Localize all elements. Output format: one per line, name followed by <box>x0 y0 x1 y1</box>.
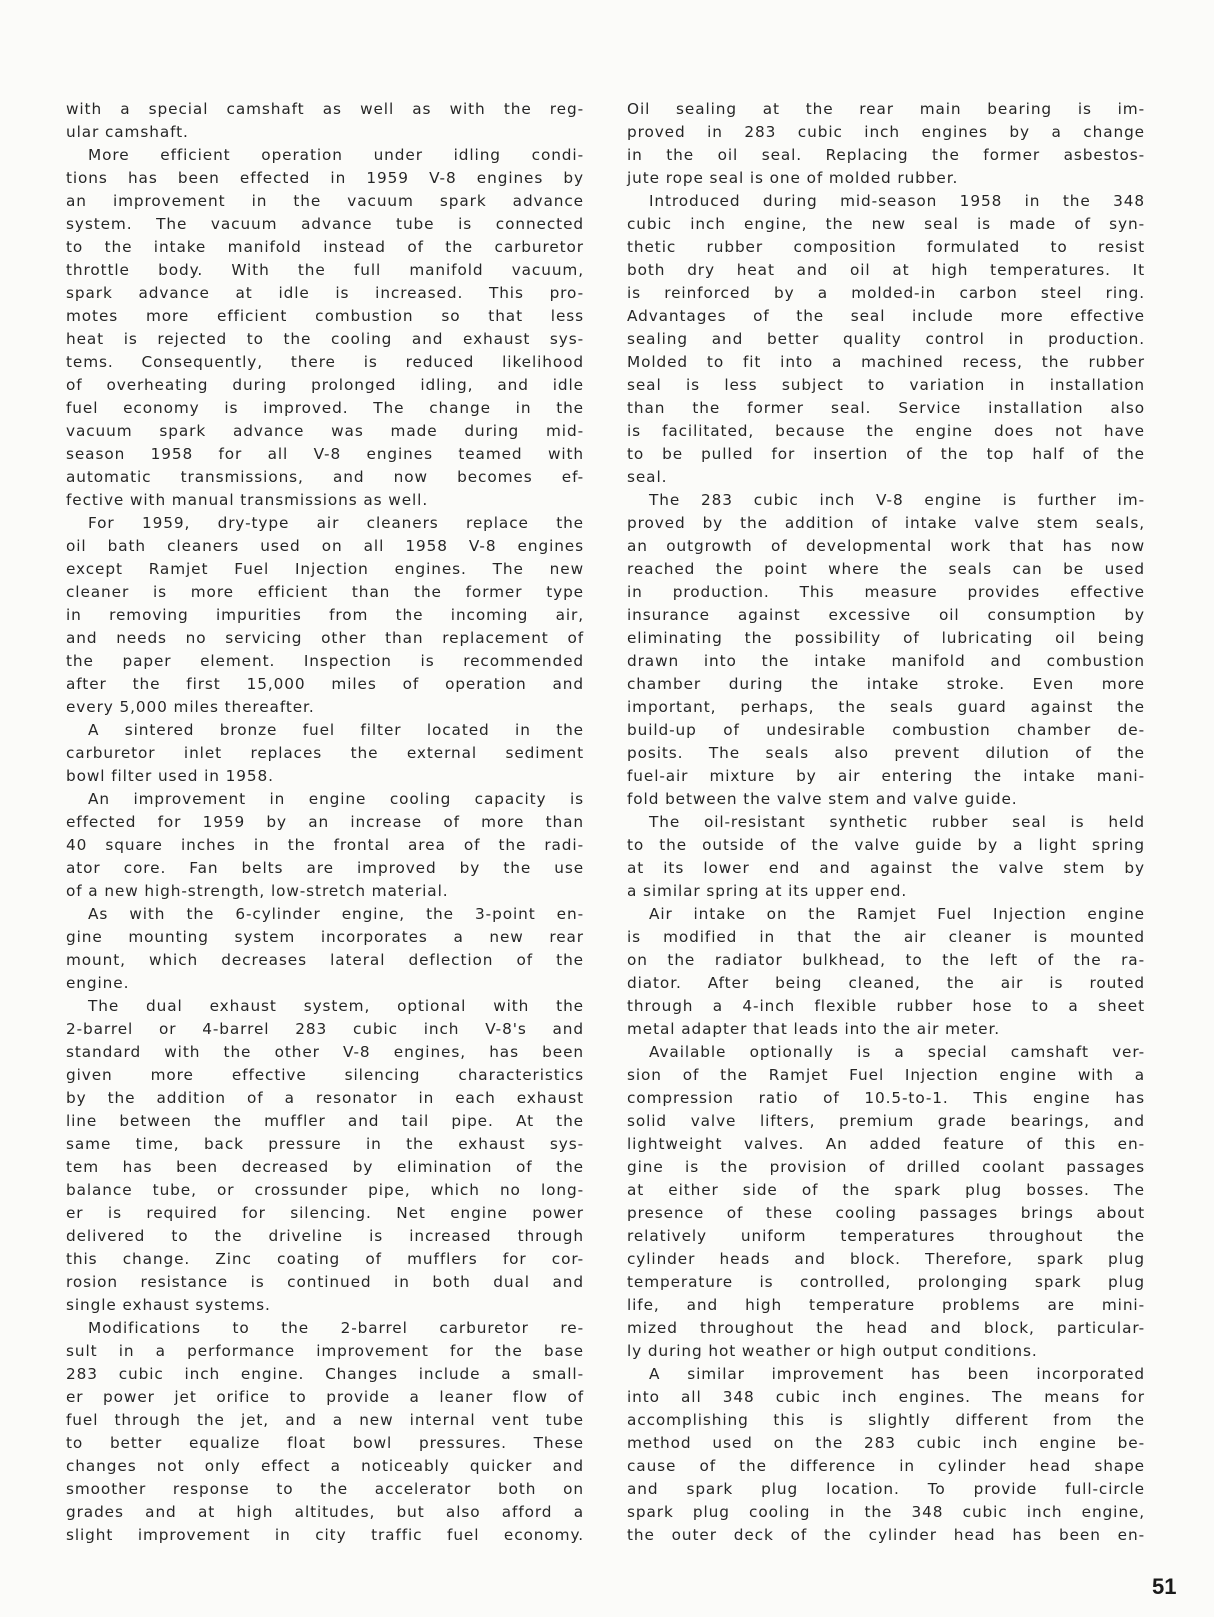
text-line: The dual exhaust system, optional with the <box>88 997 584 1015</box>
text-line: mized throughout the head and block, particular- <box>627 1319 1145 1337</box>
text-line: insurance against excessive oil consumption by <box>627 606 1145 624</box>
text-line: line between the muffler and tail pipe. At the <box>66 1112 584 1130</box>
text-line: heat is rejected to the cooling and exhaust sys- <box>66 330 584 348</box>
text-line: the paper element. Inspection is recommended <box>66 652 584 670</box>
text-line: tem has been decreased by elimination of the <box>66 1158 584 1176</box>
text-line: The oil-resistant synthetic rubber seal is held <box>649 813 1145 831</box>
left-text-column <box>66 98 584 1547</box>
text-line: carburetor inlet replaces the external sediment <box>66 744 584 762</box>
text-line: Available optionally is a special camshaft ver- <box>649 1043 1145 1061</box>
right-text-column <box>627 98 1145 1547</box>
text-line: reached the point where the seals can be used <box>627 560 1145 578</box>
text-line: every 5,000 miles thereafter. <box>66 698 315 716</box>
text-line: bowl filter used in 1958. <box>66 767 274 785</box>
text-line: motes more efficient combustion so that less <box>66 307 584 325</box>
paragraph <box>66 788 584 903</box>
text-line: er power jet orifice to provide a leaner flow of <box>66 1388 584 1406</box>
text-line: More efficient operation under idling condi- <box>88 146 584 164</box>
text-line: than the former seal. Service installation also <box>627 399 1145 417</box>
text-line: same time, back pressure in the exhaust sys- <box>66 1135 584 1153</box>
text-line: and needs no servicing other than replacement of <box>66 629 584 647</box>
text-line: to the intake manifold instead of the carburetor <box>66 238 584 256</box>
text-line: lightweight valves. An added feature of this en- <box>627 1135 1145 1153</box>
paragraph <box>627 903 1145 1041</box>
paragraph <box>66 144 584 512</box>
text-line: given more effective silencing characteristics <box>66 1066 584 1084</box>
text-line: temperature is controlled, prolonging spark plug <box>627 1273 1145 1291</box>
text-line: standard with the other V-8 engines, has been <box>66 1043 584 1061</box>
paragraph <box>627 190 1145 489</box>
text-line: seal. <box>627 468 668 486</box>
text-line: delivered to the driveline is increased through <box>66 1227 584 1245</box>
text-line: Molded to fit into a machined recess, the rubber <box>627 353 1145 371</box>
paragraph <box>627 1041 1145 1363</box>
paragraph <box>66 512 584 719</box>
text-line: posits. The seals also prevent dilution of the <box>627 744 1145 762</box>
text-line: in removing impurities from the incoming air, <box>66 606 584 624</box>
text-line: cubic inch engine, the new seal is made of syn- <box>627 215 1145 233</box>
text-line: on the radiator bulkhead, to the left of the ra- <box>627 951 1145 969</box>
paragraph <box>627 811 1145 903</box>
text-line: For 1959, dry-type air cleaners replace the <box>88 514 584 532</box>
text-line: of overheating during prolonged idling, and idle <box>66 376 584 394</box>
text-line: Oil sealing at the rear main bearing is im- <box>627 100 1145 118</box>
text-line: both dry heat and oil at high temperatures. It <box>627 261 1145 279</box>
text-line: balance tube, or crossunder pipe, which no long- <box>66 1181 584 1199</box>
paragraph <box>66 1317 584 1547</box>
paragraph <box>66 995 584 1317</box>
text-line: cleaner is more efficient than the former type <box>66 583 584 601</box>
text-line: spark advance at idle is increased. This pro- <box>66 284 584 302</box>
text-line: metal adapter that leads into the air meter. <box>627 1020 1001 1038</box>
text-line: and spark plug location. To provide full-circle <box>627 1480 1145 1498</box>
text-line: The 283 cubic inch V-8 engine is further im- <box>649 491 1145 509</box>
text-line: method used on the 283 cubic inch engine be- <box>627 1434 1145 1452</box>
paragraph <box>66 719 584 788</box>
text-line: A sintered bronze fuel filter located in the <box>88 721 584 739</box>
text-line: life, and high temperature problems are mini- <box>627 1296 1145 1314</box>
text-line: proved by the addition of intake valve stem seals, <box>627 514 1145 532</box>
text-line: a similar spring at its upper end. <box>627 882 908 900</box>
text-line: effected for 1959 by an increase of more than <box>66 813 584 831</box>
text-line: relatively uniform temperatures throughout the <box>627 1227 1145 1245</box>
text-line: 283 cubic inch engine. Changes include a small- <box>66 1365 584 1383</box>
text-line: oil bath cleaners used on all 1958 V-8 engines <box>66 537 584 555</box>
text-line: after the first 15,000 miles of operation and <box>66 675 584 693</box>
text-line: cylinder heads and block. Therefore, spark plug <box>627 1250 1145 1268</box>
text-line: slight improvement in city traffic fuel economy. <box>66 1526 584 1544</box>
text-line: An improvement in engine cooling capacity is <box>88 790 584 808</box>
text-line: to better equalize float bowl pressures. These <box>66 1434 584 1452</box>
text-line: with a special camshaft as well as with the reg- <box>66 100 584 118</box>
paragraph <box>66 903 584 995</box>
text-line: ly during hot weather or high output conditions. <box>627 1342 1038 1360</box>
text-line: presence of these cooling passages brings about <box>627 1204 1145 1222</box>
text-line: tions has been effected in 1959 V-8 engines by <box>66 169 584 187</box>
text-line: except Ramjet Fuel Injection engines. The new <box>66 560 584 578</box>
text-line: fuel economy is improved. The change in the <box>66 399 584 417</box>
text-line: fuel through the jet, and a new internal vent tube <box>66 1411 584 1429</box>
text-line: in production. This measure provides effective <box>627 583 1145 601</box>
text-line: is facilitated, because the engine does not have <box>627 422 1145 440</box>
text-line: gine is the provision of drilled coolant passages <box>627 1158 1145 1176</box>
text-line: compression ratio of 10.5-to-1. This engine has <box>627 1089 1145 1107</box>
text-line: throttle body. With the full manifold vacuum, <box>66 261 584 279</box>
text-line: A similar improvement has been incorporated <box>649 1365 1145 1383</box>
text-line: accomplishing this is slightly different from the <box>627 1411 1145 1429</box>
text-line: 2-barrel or 4-barrel 283 cubic inch V-8's and <box>66 1020 584 1038</box>
text-line: through a 4-inch flexible rubber hose to a sheet <box>627 997 1145 1015</box>
text-line: Modifications to the 2-barrel carburetor re- <box>88 1319 584 1337</box>
page-number: 51 <box>1152 1574 1177 1599</box>
text-line: eliminating the possibility of lubricating oil being <box>627 629 1145 647</box>
text-line: an improvement in the vacuum spark advance <box>66 192 584 210</box>
text-line: important, perhaps, the seals guard against the <box>627 698 1145 716</box>
text-line: into all 348 cubic inch engines. The means for <box>627 1388 1145 1406</box>
text-line: automatic transmissions, and now becomes ef- <box>66 468 584 486</box>
text-line: an outgrowth of developmental work that has now <box>627 537 1145 555</box>
text-line: smoother response to the accelerator both on <box>66 1480 584 1498</box>
text-line: by the addition of a resonator in each exhaust <box>66 1089 584 1107</box>
text-line: 40 square inches in the frontal area of the radi- <box>66 836 584 854</box>
text-line: to be pulled for insertion of the top half of the <box>627 445 1145 463</box>
text-line: in the oil seal. Replacing the former asbestos- <box>627 146 1145 164</box>
text-line: solid valve lifters, premium grade bearings, and <box>627 1112 1145 1130</box>
text-line: jute rope seal is one of molded rubber. <box>627 169 959 187</box>
text-line: tems. Consequently, there is reduced likelihood <box>66 353 584 371</box>
text-line: is modified in that the air cleaner is mounted <box>627 928 1145 946</box>
text-line: sult in a performance improvement for the base <box>66 1342 584 1360</box>
text-line: ular camshaft. <box>66 123 189 141</box>
text-line: mount, which decreases lateral deflection of the <box>66 951 584 969</box>
text-line: sion of the Ramjet Fuel Injection engine with a <box>627 1066 1145 1084</box>
text-line: at either side of the spark plug bosses. The <box>627 1181 1145 1199</box>
text-line: fuel-air mixture by air entering the intake mani- <box>627 767 1145 785</box>
text-line: seal is less subject to variation in installation <box>627 376 1145 394</box>
text-line: grades and at high altitudes, but also afford a <box>66 1503 584 1521</box>
text-line: to the outside of the valve guide by a light spring <box>627 836 1145 854</box>
text-line: single exhaust systems. <box>66 1296 271 1314</box>
text-line: build-up of undesirable combustion chamber de- <box>627 721 1145 739</box>
text-line: gine mounting system incorporates a new rear <box>66 928 584 946</box>
text-line: Advantages of the seal include more effective <box>627 307 1145 325</box>
text-line: fold between the valve stem and valve guide. <box>627 790 1018 808</box>
text-line: ator core. Fan belts are improved by the use <box>66 859 584 877</box>
text-line: engine. <box>66 974 130 992</box>
text-line: the outer deck of the cylinder head has been en- <box>627 1526 1145 1544</box>
text-line: drawn into the intake manifold and combustion <box>627 652 1145 670</box>
text-line: sealing and better quality control in production. <box>627 330 1145 348</box>
text-line: Introduced during mid-season 1958 in the 348 <box>649 192 1145 210</box>
paragraph <box>66 98 584 144</box>
text-line: diator. After being cleaned, the air is routed <box>627 974 1145 992</box>
text-line: thetic rubber composition formulated to resist <box>627 238 1145 256</box>
paragraph <box>627 1363 1145 1547</box>
text-line: cause of the difference in cylinder head shape <box>627 1457 1145 1475</box>
text-line: proved in 283 cubic inch engines by a change <box>627 123 1145 141</box>
text-line: As with the 6-cylinder engine, the 3-point en- <box>88 905 584 923</box>
text-line: chamber during the intake stroke. Even more <box>627 675 1145 693</box>
text-line: at its lower end and against the valve stem by <box>627 859 1145 877</box>
text-line: season 1958 for all V-8 engines teamed with <box>66 445 584 463</box>
paragraph <box>627 98 1145 190</box>
text-line: of a new high-strength, low-stretch material. <box>66 882 449 900</box>
text-line: Air intake on the Ramjet Fuel Injection engine <box>649 905 1145 923</box>
paragraph <box>627 489 1145 811</box>
text-line: this change. Zinc coating of mufflers for cor- <box>66 1250 584 1268</box>
text-line: changes not only effect a noticeably quicker and <box>66 1457 584 1475</box>
text-line: system. The vacuum advance tube is connected <box>66 215 584 233</box>
text-line: vacuum spark advance was made during mid- <box>66 422 584 440</box>
text-line: rosion resistance is continued in both dual and <box>66 1273 584 1291</box>
text-line: spark plug cooling in the 348 cubic inch engine, <box>627 1503 1145 1521</box>
text-line: er is required for silencing. Net engine power <box>66 1204 584 1222</box>
text-line: is reinforced by a molded-in carbon steel ring. <box>627 284 1145 302</box>
text-line: fective with manual transmissions as well. <box>66 491 429 509</box>
